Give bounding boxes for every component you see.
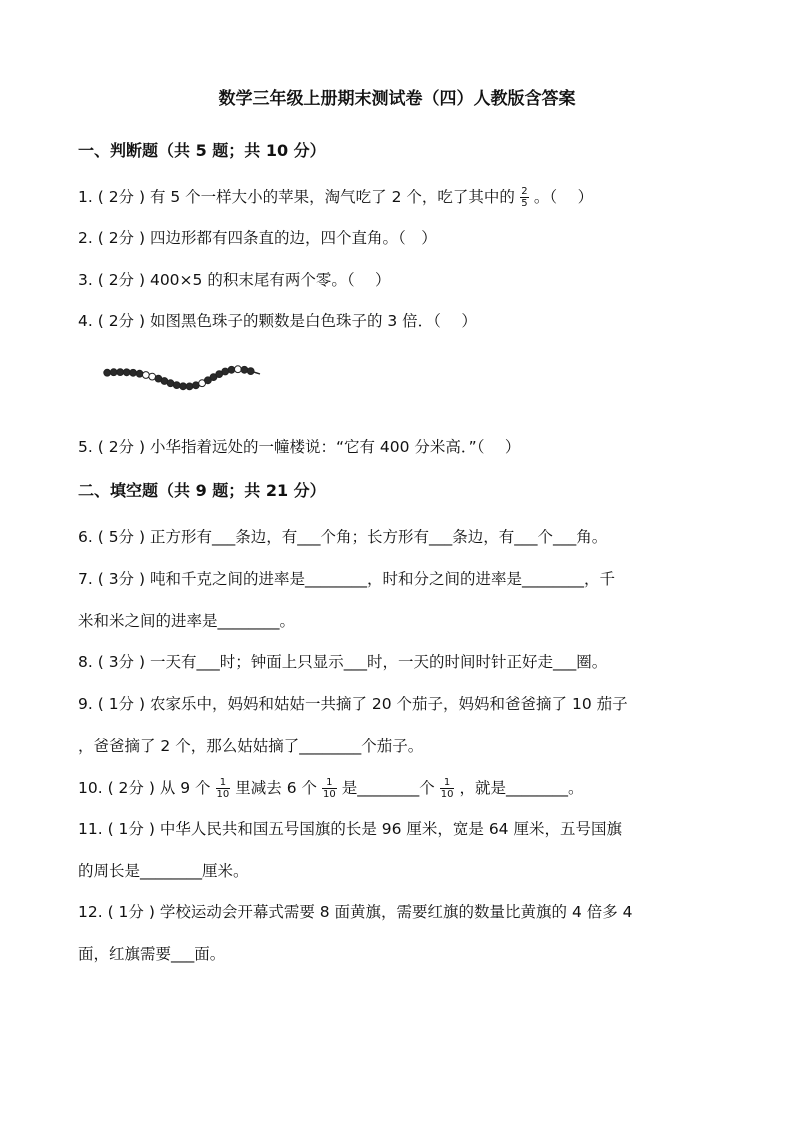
question-4: 4. ( 2分 ) 如图黑色珠子的颗数是白色珠子的 3 倍．（ ） bbox=[78, 312, 477, 330]
question-5: 5. ( 2分 ) 小华指着远处的一幢楼说：“它有 400 分米高．”（ ） bbox=[78, 438, 521, 456]
black-bead bbox=[247, 368, 254, 375]
question-3: 3. ( 2分 ) 400×5 的积末尾有两个零。（ ） bbox=[78, 271, 391, 289]
black-bead bbox=[123, 369, 130, 376]
bead-string-figure bbox=[102, 360, 262, 400]
black-bead bbox=[186, 383, 193, 390]
black-bead bbox=[228, 366, 235, 373]
question-11-line-2: 的周长是________厘米。 bbox=[78, 862, 249, 880]
white-bead bbox=[235, 366, 242, 373]
fraction-two-fifths: $\frac{2}{5}$ bbox=[521, 186, 528, 209]
question-1 bbox=[78, 186, 593, 209]
question-10: 10. ( 2分 ) 从 9 个 $\frac{1}{10}$ 里减去 6 个 $\frac{1}{10}$ 是________个 $\frac{1}{10}$ ，就是________。 bbox=[78, 777, 584, 800]
black-bead bbox=[117, 369, 124, 376]
black-bead bbox=[241, 366, 248, 373]
black-bead bbox=[173, 382, 180, 389]
white-bead bbox=[143, 372, 150, 379]
question-7-line-1: 7. ( 3分 ) 吨和千克之间的进率是________，时和分之间的进率是________，千 bbox=[78, 570, 615, 588]
question-1-text: 1. ( 2分 ) 有 5 个一样大小的苹果，淘气吃了 2 个，吃了其中的 bbox=[78, 188, 515, 206]
question-1-tail: 。（ ） bbox=[533, 188, 594, 206]
fraction-one-tenth: $\frac{1}{10}$ bbox=[216, 777, 230, 800]
black-bead bbox=[136, 370, 143, 377]
question-12-line-1: 12. ( 1分 ) 学校运动会开幕式需要 8 面黄旗，需要红旗的数量比黄旗的 4 倍多 4 bbox=[78, 903, 633, 921]
black-bead bbox=[110, 369, 117, 376]
question-6: 6. ( 5分 ) 正方形有___条边，有___个角；长方形有___条边，有___个___角。 bbox=[78, 528, 608, 546]
fraction-one-tenth: $\frac{1}{10}$ bbox=[440, 777, 454, 800]
black-bead bbox=[222, 368, 229, 375]
question-12-line-2: 面，红旗需要___面。 bbox=[78, 945, 226, 963]
question-2: 2. ( 2分 ) 四边形都有四条直的边，四个直角。（ ） bbox=[78, 229, 437, 247]
question-7-line-2: 米和米之间的进率是________。 bbox=[78, 612, 296, 630]
black-bead bbox=[104, 369, 111, 376]
black-bead bbox=[180, 383, 187, 390]
question-9-line-1: 9. ( 1分 ) 农家乐中，妈妈和姑姑一共摘了 20 个茄子，妈妈和爸爸摘了 10 茄子 bbox=[78, 695, 628, 713]
black-bead bbox=[130, 369, 137, 376]
beads-group bbox=[104, 366, 254, 390]
section-heading-judgement: 一、判断题（共 5 题；共 10 分） bbox=[78, 141, 326, 160]
section-heading-fill-in: 二、填空题（共 9 题；共 21 分） bbox=[78, 481, 326, 500]
question-9-line-2: ，爸爸摘了 2 个，那么姑姑摘了________个茄子。 bbox=[78, 737, 424, 755]
question-11-line-1: 11. ( 1分 ) 中华人民共和国五号国旗的长是 96 厘米，宽是 64 厘米，五号国旗 bbox=[78, 820, 622, 838]
fraction-one-tenth: $\frac{1}{10}$ bbox=[322, 777, 336, 800]
page-title: 数学三年级上册期末测试卷（四）人教版含答案 bbox=[218, 89, 576, 109]
question-8: 8. ( 3分 ) 一天有___时；钟面上只显示___时，一天的时间时针正好走___圈。 bbox=[78, 653, 608, 671]
